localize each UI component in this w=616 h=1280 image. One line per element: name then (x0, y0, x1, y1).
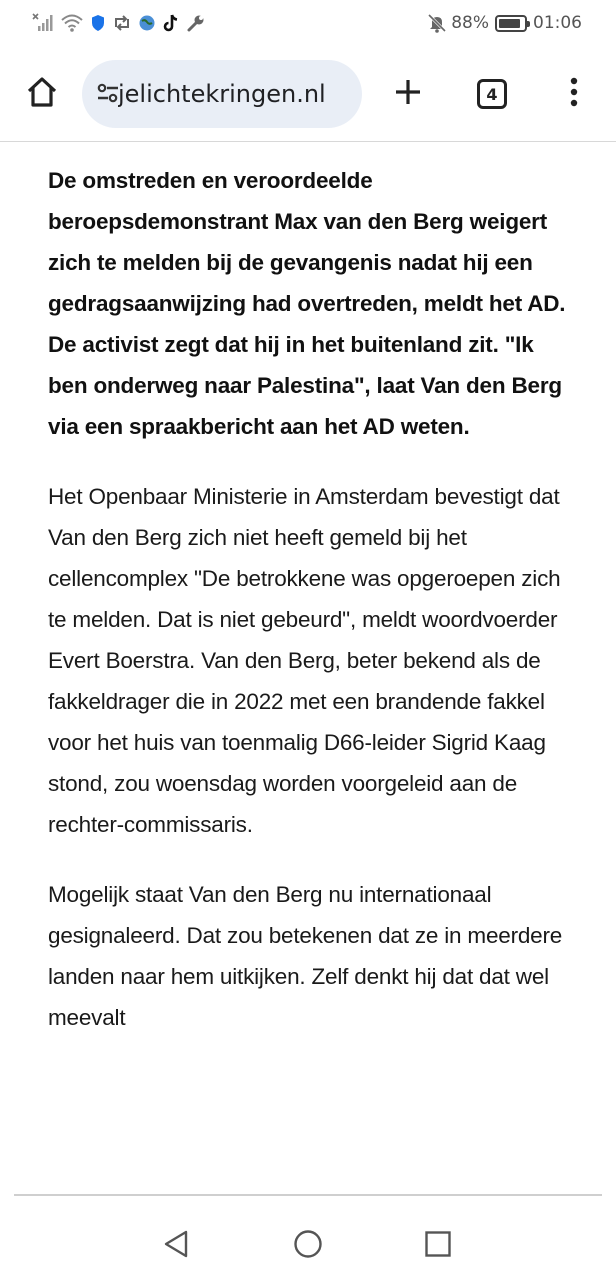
home-circle-icon (292, 1228, 324, 1265)
signal-x-icon (32, 13, 54, 33)
status-icons-left (32, 12, 206, 34)
globe-icon (138, 14, 156, 32)
wifi-icon (60, 13, 84, 33)
wrench-icon (186, 13, 206, 33)
shield-icon (90, 14, 106, 32)
battery-percent: 88% (451, 13, 489, 33)
plus-icon (392, 76, 424, 113)
browser-toolbar (0, 46, 616, 142)
sync-icon (112, 14, 132, 32)
tabs-icon (477, 79, 507, 109)
back-button[interactable] (158, 1228, 194, 1264)
recents-square-icon (423, 1229, 453, 1264)
article-lead: De omstreden en veroordeelde beroepsdemonstrant Max van den Berg weigert zich te melden bij de gevangenis nadat hij een gedragsaanwijzing had overtreden, meldt het AD. De activist zegt dat hij in het buitenland zit. "Ik ben onderweg naar Palestina", laat Van den Berg via een spraakbericht aan het AD weten. (48, 168, 566, 439)
article-paragraph: Het Openbaar Ministerie in Amsterdam bevestigt dat Van den Berg zich niet heeft gemeld bij het cellencomplex "De betrokkene was opgeroepen zich te melden. Dat is niet gebeurd", meldt woordvoerder Evert Boerstra. Van den Berg, beter bekend als de fakkeldrager die in 2022 met een brandende fakkel voor het huis van toenmalig D66-leider Sigrid Kaag stond, zou woensdag worden voorgeleid aan de rechter-commissaris. (48, 484, 561, 837)
tiktok-icon (162, 13, 180, 33)
nav-divider (14, 1194, 602, 1196)
back-triangle-icon (161, 1228, 191, 1265)
more-vert-icon (568, 76, 580, 113)
home-nav-button[interactable] (290, 1228, 326, 1264)
url-text: jelichtekringen.nl (118, 80, 326, 108)
recents-button[interactable] (420, 1228, 456, 1264)
article-body (48, 160, 578, 1038)
more-menu-button[interactable] (552, 72, 596, 116)
new-tab-button[interactable] (386, 72, 430, 116)
home-button[interactable] (20, 72, 64, 116)
article-paragraph: Mogelijk staat Van den Berg nu internationaal gesignaleerd. Dat zou betekenen dat ze in meerdere landen naar hem uitkijken. Zelf denkt hij dat dat wel meevalt (48, 882, 563, 1030)
status-bar (0, 0, 616, 46)
address-bar[interactable] (82, 60, 362, 128)
status-icons-right (427, 12, 582, 34)
system-navigation-bar (0, 1210, 616, 1280)
battery-level-fill (499, 19, 520, 28)
bell-off-icon (427, 13, 447, 33)
tab-count: 4 (486, 84, 498, 104)
clock: 01:06 (533, 13, 582, 33)
tab-switcher-button[interactable] (470, 72, 514, 116)
home-icon (24, 74, 60, 115)
battery-icon (495, 15, 527, 32)
